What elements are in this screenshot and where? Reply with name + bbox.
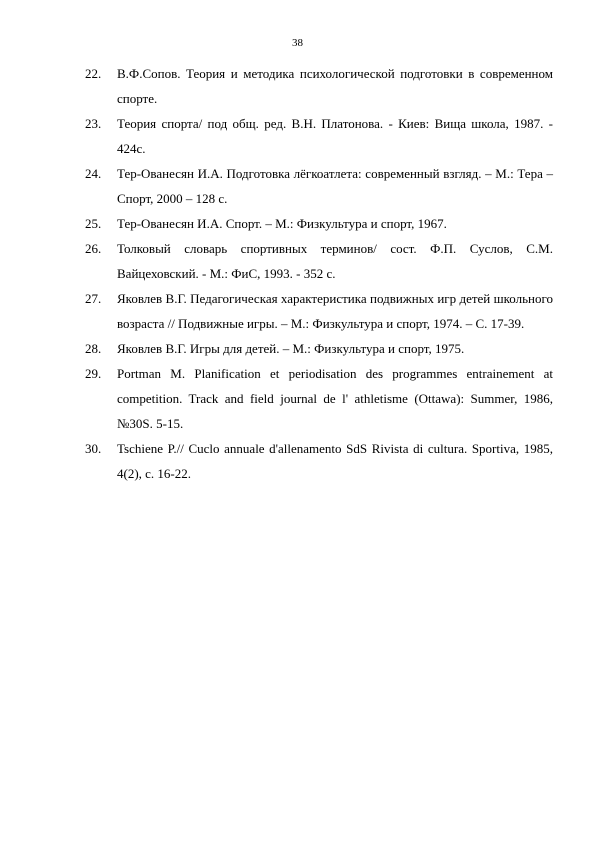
reference-number: 25. bbox=[85, 216, 102, 231]
reference-item bbox=[85, 211, 553, 236]
reference-number: 23. bbox=[85, 116, 102, 131]
reference-text: В.Ф.Сопов. Теория и методика психологической подготовки в современном спорте. bbox=[117, 66, 553, 106]
reference-number: 22. bbox=[85, 66, 102, 81]
reference-text: Толковый словарь спортивных терминов/ сост. Ф.П. Суслов, С.М. Вайцеховский. - М.: ФиС, 1993. - 352 с. bbox=[117, 241, 553, 281]
reference-number: 30. bbox=[85, 441, 102, 456]
reference-number: 24. bbox=[85, 166, 102, 181]
reference-item bbox=[85, 361, 553, 436]
reference-number: 29. bbox=[85, 366, 102, 381]
reference-list bbox=[85, 61, 553, 486]
reference-text: Tschiene P.// Cuclo annuale d'allenamento SdS Rivista di cultura. Sportiva, 1985, 4(2), с. 16-22. bbox=[117, 441, 553, 481]
reference-item bbox=[85, 236, 553, 286]
page-number: 38 bbox=[292, 37, 303, 49]
reference-number: 28. bbox=[85, 341, 102, 356]
reference-number: 27. bbox=[85, 291, 102, 306]
reference-text: Тер-Ованесян И.А. Спорт. – М.: Физкультура и спорт, 1967. bbox=[117, 216, 447, 231]
reference-text: Яковлев В.Г. Игры для детей. – М.: Физкультура и спорт, 1975. bbox=[117, 341, 465, 356]
reference-item bbox=[85, 336, 553, 361]
reference-item bbox=[85, 161, 553, 211]
reference-item bbox=[85, 436, 553, 486]
reference-text: Яковлев В.Г. Педагогическая характеристика подвижных игр детей школьного возраста // Подвижные игры. – М.: Физкультура и спорт, 1974. – С. 17-39. bbox=[117, 291, 553, 331]
reference-text: Теория спорта/ под общ. ред. В.Н. Платонова. - Киев: Вища школа, 1987. - 424с. bbox=[117, 116, 553, 156]
reference-item bbox=[85, 61, 553, 111]
reference-text: Portman M. Planification et periodisation des programmes entrainement at competition. Track and field journal de l' athletisme (Ottawa): Summer, 1986, №30S. 5-15. bbox=[117, 366, 553, 431]
reference-number: 26. bbox=[85, 241, 102, 256]
reference-item bbox=[85, 111, 553, 161]
reference-item bbox=[85, 286, 553, 336]
reference-text: Тер-Ованесян И.А. Подготовка лёгкоатлета: современный взгляд. – М.: Тера – Спорт, 2000 – 128 с. bbox=[117, 166, 553, 206]
